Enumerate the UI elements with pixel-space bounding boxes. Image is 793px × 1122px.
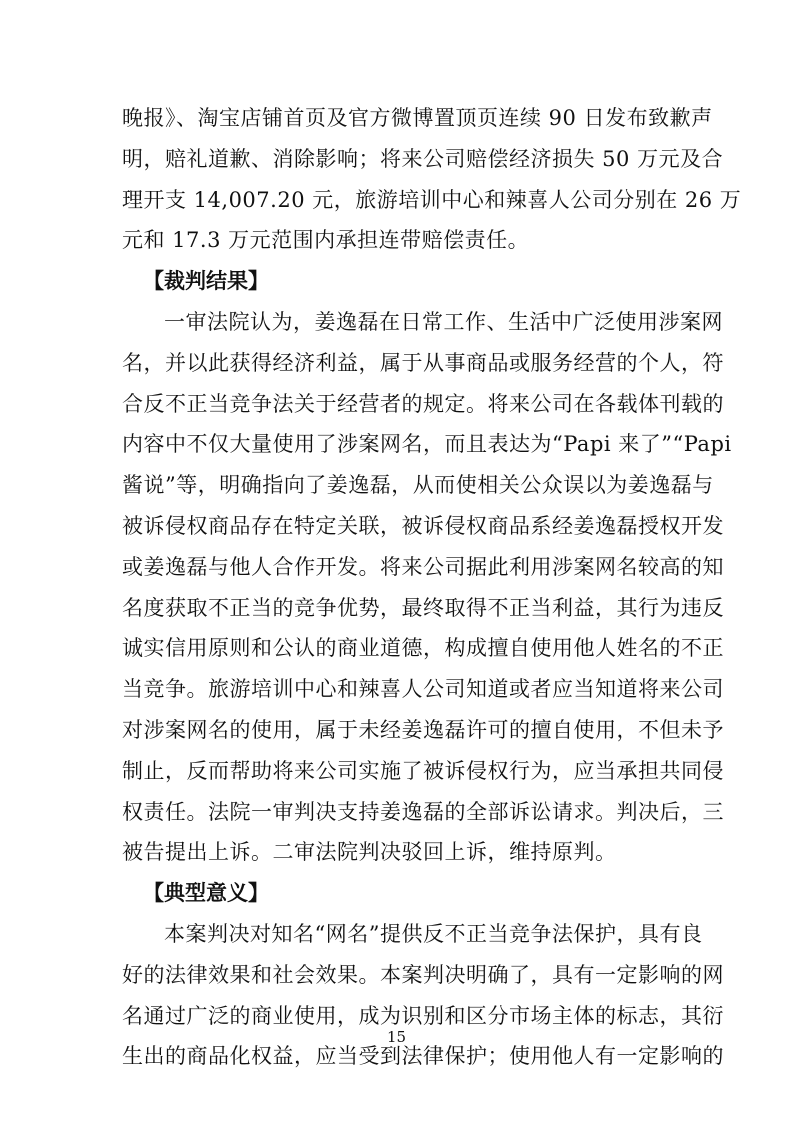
intro-line-1: 晚报》、淘宝店铺首页及官方微博置顶页连续 90 日发布致歉声: [122, 106, 713, 130]
judgment-line-9: 诚实信用原则和公认的商业道德，构成擅自使用他人姓名的不正: [122, 636, 724, 661]
judgment-line-1: 一审法院认为，姜逸磊在日常工作、生活中广泛使用涉案网: [164, 310, 723, 334]
section-heading-significance: 【典型意义】: [143, 881, 269, 906]
significance-line-2: 好的法律效果和社会效果。本案判决明确了，具有一定影响的网: [122, 962, 724, 987]
judgment-line-11: 对涉案网名的使用，属于未经姜逸磊许可的擅自使用，不但未予: [122, 718, 724, 742]
judgment-line-2: 名，并以此获得经济利益，属于从事商品或服务经营的个人，符: [122, 350, 724, 375]
page-number: 15: [386, 1028, 407, 1046]
intro-line-3: 理开支 14,007.20 元，旅游培训中心和辣喜人公司分别在 26 万: [122, 187, 742, 212]
judgment-line-3: 合反不正当竞争法关于经营者的规定。将来公司在各载体刊载的: [122, 391, 724, 416]
judgment-line-4: 内容中不仅大量使用了涉案网名，而且表达为“Papi 来了”“Papi: [122, 432, 732, 457]
significance-line-1: 本案判决对知名“网名”提供反不正当竞争法保护，具有良: [164, 922, 703, 946]
judgment-line-14: 被告提出上诉。二审法院判决驳回上诉，维持原判。: [122, 840, 617, 865]
judgment-line-6: 被诉侵权商品存在特定关联，被诉侵权商品系经姜逸磊授权开发: [122, 514, 724, 538]
judgment-line-8: 名度获取不正当的竞争优势，最终取得不正当利益，其行为违反: [122, 595, 724, 620]
intro-line-2: 明，赔礼道歉、消除影响；将来公司赔偿经济损失 50 万元及合: [122, 146, 724, 171]
judgment-line-12: 制止，反而帮助将来公司实施了被诉侵权行为，应当承担共同侵: [122, 758, 724, 783]
section-heading-judgment: 【裁判结果】: [143, 269, 269, 294]
judgment-line-5: 酱说”等，明确指向了姜逸磊，从而使相关公众误以为姜逸磊与: [122, 473, 714, 498]
judgment-line-7: 或姜逸磊与他人合作开发。将来公司据此利用涉案网名较高的知: [122, 554, 724, 579]
significance-line-4: 生出的商品化权益，应当受到法律保护；使用他人有一定影响的: [122, 1044, 724, 1069]
judgment-line-10: 当竞争。旅游培训中心和辣喜人公司知道或者应当知道将来公司: [122, 677, 724, 702]
judgment-line-13: 权责任。法院一审判决支持姜逸磊的全部诉讼请求。判决后，三: [122, 799, 724, 824]
intro-line-4: 元和 17.3 万元范围内承担连带赔偿责任。: [122, 228, 530, 253]
significance-line-3: 名通过广泛的商业使用，成为识别和区分市场主体的标志，其衍: [122, 1003, 724, 1028]
